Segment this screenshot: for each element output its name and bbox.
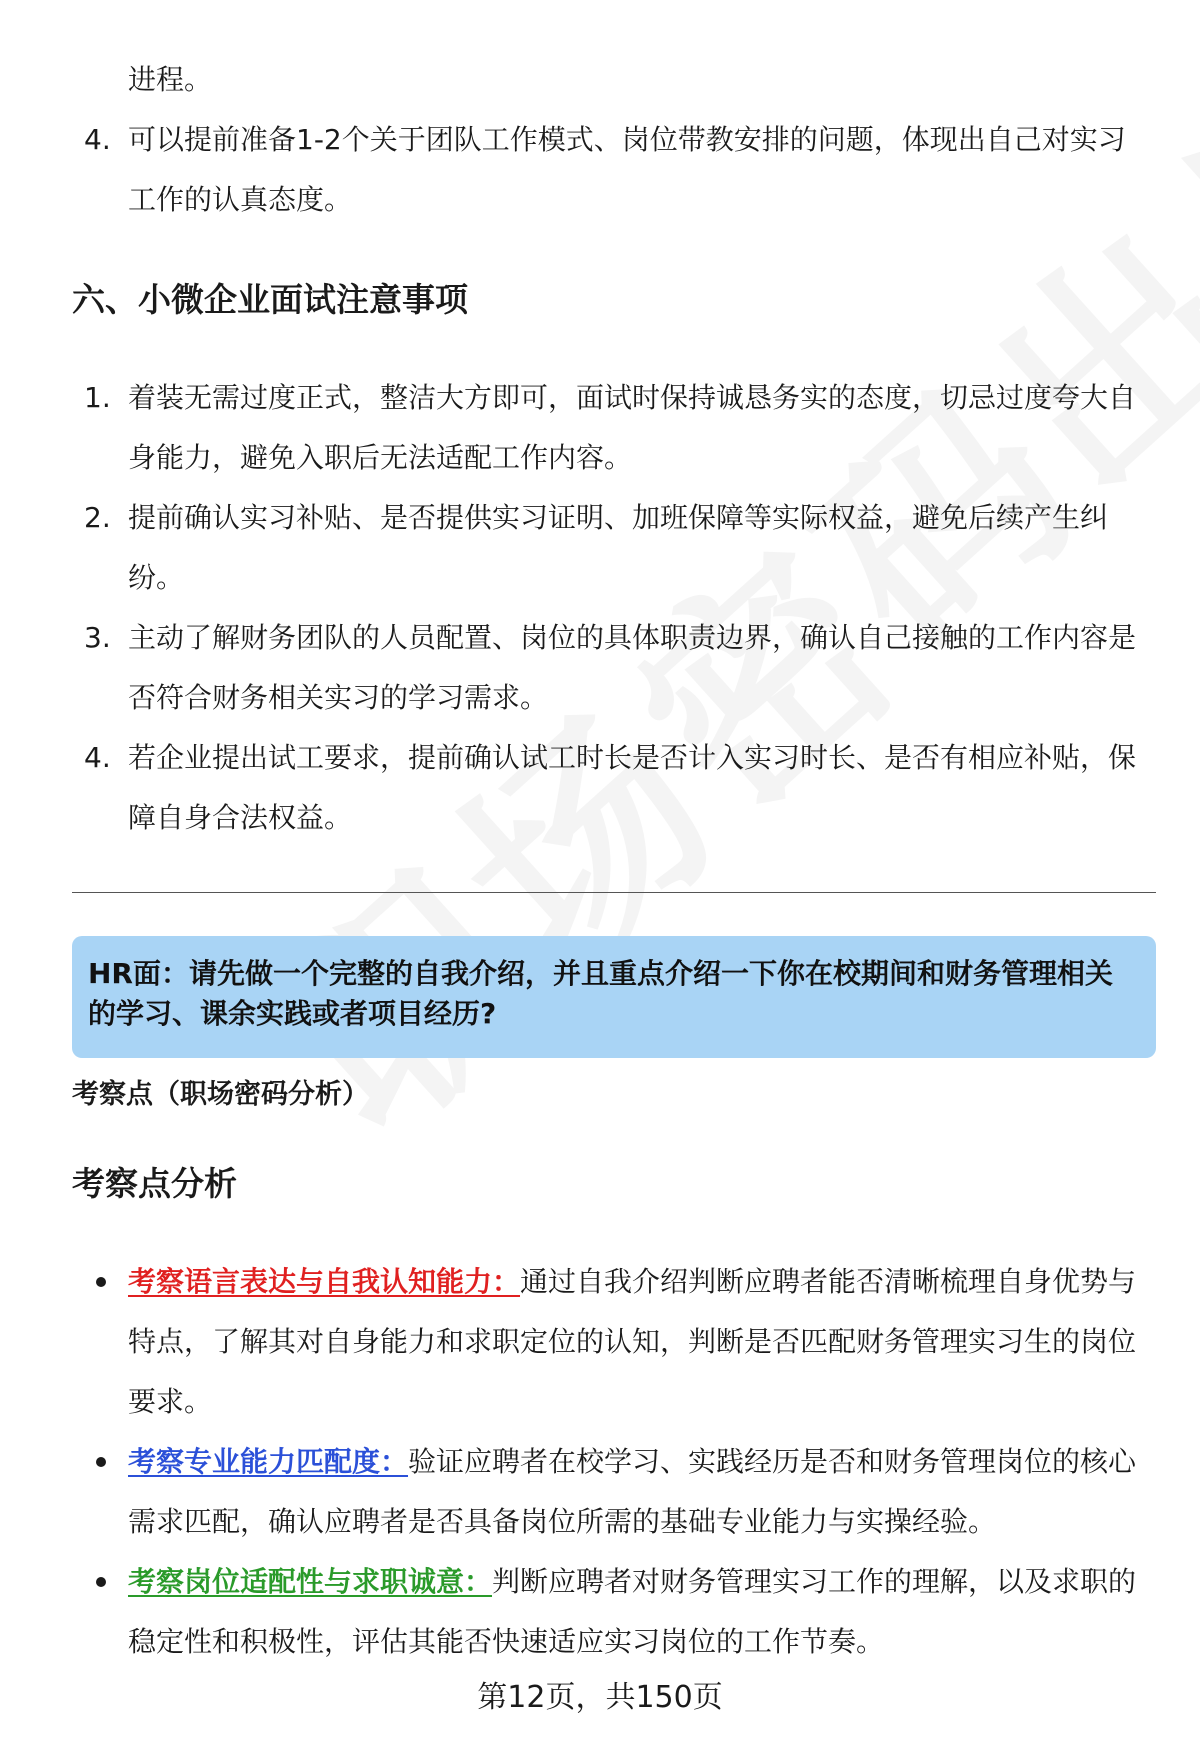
page-number: 第12页，共150页 (477, 1680, 723, 1715)
bullet-body: 判断应聘者对财务管理实习工作的理解，以及求职的稳定性和积极性，评估其能否快速适应实习岗位的工作节奏。 (128, 1565, 1137, 1658)
list-number: 2. (84, 501, 111, 534)
bullet-text (128, 1552, 1142, 1672)
list-number: 3. (84, 621, 111, 654)
bullet-icon (92, 1552, 128, 1672)
bullet-keyword: 考察岗位适配性与求职诚意： (128, 1565, 493, 1598)
list-item (84, 608, 1144, 728)
list-text: 提前确认实习补贴、是否提供实习证明、加班保障等实际权益，避免后续产生纠纷。 (128, 501, 1109, 594)
list-text: 主动了解财务团队的人员配置、岗位的具体职责边界，确认自己接触的工作内容是否符合财务相关实习的学习需求。 (128, 621, 1137, 714)
list-item (92, 1432, 1142, 1552)
bullet-body: 通过自我介绍判断应聘者能否清晰梳理自身优势与特点，了解其对自身能力和求职定位的认知，判断是否匹配财务管理实习生的岗位要求。 (128, 1265, 1137, 1418)
list-item (92, 1252, 1142, 1432)
bullet-text (128, 1252, 1142, 1432)
list-number: 4. (84, 741, 111, 774)
bullet-icon (92, 1252, 128, 1432)
list-item (84, 368, 1144, 488)
bullet-keyword: 考察专业能力匹配度： (128, 1445, 409, 1478)
hr-question: HR面：请先做一个完整的自我介绍，并且重点介绍一下你在校期间和财务管理相关的学习、课余实践或者项目经历? (88, 957, 1113, 1030)
list-text: 若企业提出试工要求，提前确认试工时长是否计入实习时长、是否有相应补贴，保障自身合法权益。 (128, 741, 1137, 834)
inspection-point-label: 考察点（职场密码分析） (72, 1079, 369, 1110)
list-item (84, 728, 1144, 848)
list-number: 4. (84, 123, 111, 156)
list-item (84, 110, 1144, 230)
list-text: 着装无需过度正式，整洁大方即可，面试时保持诚恳务实的态度，切忌过度夸大自身能力，避免入职后无法适配工作内容。 (128, 381, 1137, 474)
bullet-icon (92, 1432, 128, 1552)
list-text: 可以提前准备1-2个关于团队工作模式、岗位带教安排的问题，体现出自己对实习工作的认真态度。 (128, 123, 1126, 216)
analysis-title: 考察点分析 (72, 1164, 237, 1203)
section-title: 六、小微企业面试注意事项 (72, 280, 468, 319)
divider (72, 892, 1156, 893)
hr-question-box (72, 936, 1156, 1058)
bullet-keyword: 考察语言表达与自我认知能力： (128, 1265, 521, 1298)
list-item (92, 1552, 1142, 1672)
bullet-text (128, 1432, 1142, 1552)
bullet-body: 验证应聘者在校学习、实践经历是否和财务管理岗位的核心需求匹配，确认应聘者是否具备岗位所需的基础专业能力与实操经验。 (128, 1445, 1137, 1538)
list-item (84, 488, 1144, 608)
continued-text: 进程。 (128, 63, 213, 96)
list-number: 1. (84, 381, 111, 414)
